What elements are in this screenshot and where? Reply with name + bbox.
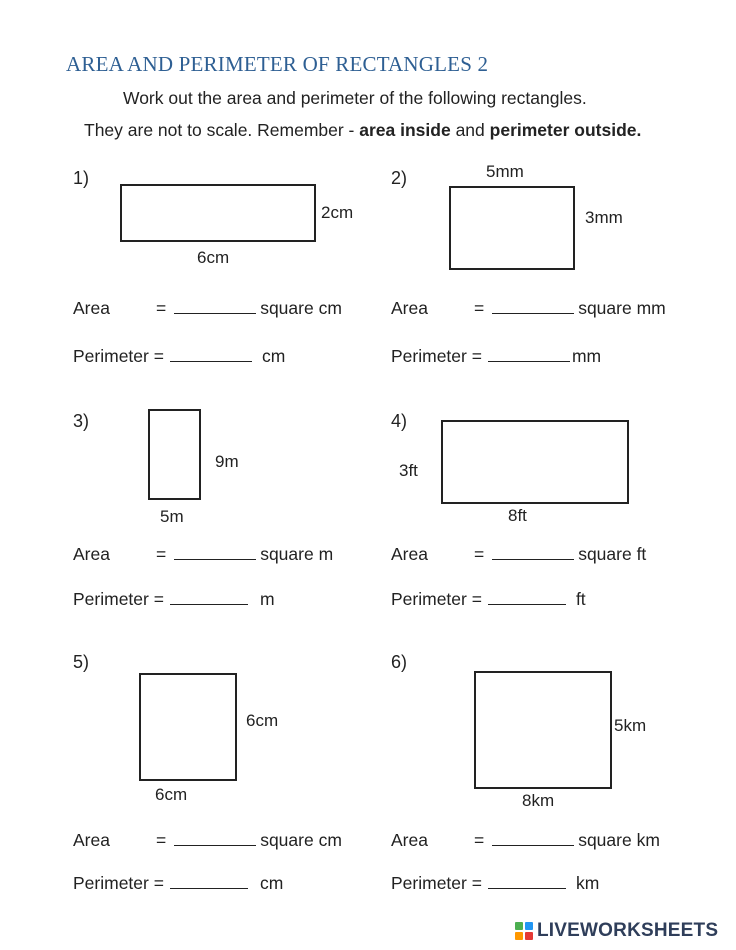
problem-1-perimeter-answer[interactable] [170,345,252,362]
instruction-emphasis-perimeter: perimeter outside. [489,120,642,140]
area-unit: square m [260,544,334,564]
area-label: Area [391,830,428,850]
instruction-text: They are not to scale. Remember - [84,120,360,140]
problem-6-area-answer[interactable] [492,829,574,846]
problem-2-perimeter-answer[interactable] [488,345,570,362]
problem-3-rectangle [148,409,201,500]
problem-2-perimeter-row [391,345,601,367]
problem-1-perimeter-row [73,345,285,367]
liveworksheets-logo-icon [515,922,533,940]
problem-6-area-row [391,829,660,851]
perimeter-unit: cm [261,346,286,366]
perimeter-label: Perimeter = [73,589,164,609]
problem-6-rectangle [474,671,612,789]
problem-3-perimeter-answer[interactable] [170,588,248,605]
problem-6-perimeter-answer[interactable] [488,872,566,889]
logo-square [525,922,533,930]
perimeter-label: Perimeter = [391,589,482,609]
problem-5-height-label: 6cm [246,711,279,730]
problem-1-area-row [73,297,342,319]
area-label: Area [391,298,428,318]
instruction-line-1: Work out the area and perimeter of the following rectangles. [123,88,587,108]
area-label: Area [391,544,428,564]
perimeter-unit: m [259,589,275,609]
area-unit: square ft [578,544,647,564]
problem-6-number: 6) [391,652,408,672]
problem-4-area-row [391,543,646,565]
equals-sign: = [155,298,167,318]
equals-sign: = [473,830,485,850]
problem-1-height-label: 2cm [321,203,354,222]
problem-2-area-answer[interactable] [492,297,574,314]
logo-square [515,922,523,930]
problem-5-rectangle [139,673,237,781]
problem-4-rectangle [441,420,629,504]
problem-1-number: 1) [73,168,90,188]
problem-3-area-answer[interactable] [174,543,256,560]
area-unit: square mm [578,298,666,318]
perimeter-label: Perimeter = [391,873,482,893]
problem-3-width-label: 5m [160,507,184,526]
area-label: Area [73,830,110,850]
problem-5-perimeter-row [73,872,283,894]
area-label: Area [73,298,110,318]
instruction-text: and [450,120,490,140]
problem-5-width-label: 6cm [155,785,188,804]
problem-6-width-label: 8km [522,791,555,810]
problem-4-area-answer[interactable] [492,543,574,560]
problem-3-number: 3) [73,411,90,431]
problem-5-number: 5) [73,652,90,672]
equals-sign: = [473,544,485,564]
perimeter-label: Perimeter = [73,873,164,893]
perimeter-unit: ft [575,589,586,609]
area-unit: square cm [260,830,342,850]
area-label: Area [73,544,110,564]
problem-2-width-label: 5mm [486,162,524,181]
instruction-line-2 [84,120,641,141]
area-unit: square cm [260,298,342,318]
problem-6-height-label: 5km [614,716,647,735]
instruction-emphasis-area: area inside [359,120,451,140]
problem-3-area-row [73,543,333,565]
brand-name: LIVEWORKSHEETS [537,920,719,941]
perimeter-unit: km [575,873,600,893]
equals-sign: = [473,298,485,318]
worksheet-title: AREA AND PERIMETER OF RECTANGLES 2 [66,52,489,76]
problem-1-width-label: 6cm [197,248,230,267]
logo-square [525,932,533,940]
problem-4-width-label: 8ft [508,506,527,525]
problem-1-area-answer[interactable] [174,297,256,314]
logo-square [515,932,523,940]
perimeter-unit: cm [259,873,284,893]
problem-5-area-answer[interactable] [174,829,256,846]
problem-4-perimeter-answer[interactable] [488,588,566,605]
perimeter-label: Perimeter = [73,346,164,366]
problem-2-height-label: 3mm [585,208,623,227]
problem-4-height-label: 3ft [399,461,418,480]
liveworksheets-brand [515,920,718,942]
problem-4-number: 4) [391,411,408,431]
perimeter-unit: mm [571,346,602,366]
equals-sign: = [155,544,167,564]
problem-3-perimeter-row [73,588,275,610]
area-unit: square km [578,830,660,850]
problem-2-rectangle [449,186,575,270]
problem-5-perimeter-answer[interactable] [170,872,248,889]
problem-6-perimeter-row [391,872,599,894]
problem-2-area-row [391,297,666,319]
problem-2-number: 2) [391,168,408,188]
problem-1-rectangle [120,184,316,242]
problem-3-height-label: 9m [215,452,239,471]
problem-5-area-row [73,829,342,851]
equals-sign: = [155,830,167,850]
problem-4-perimeter-row [391,588,586,610]
perimeter-label: Perimeter = [391,346,482,366]
